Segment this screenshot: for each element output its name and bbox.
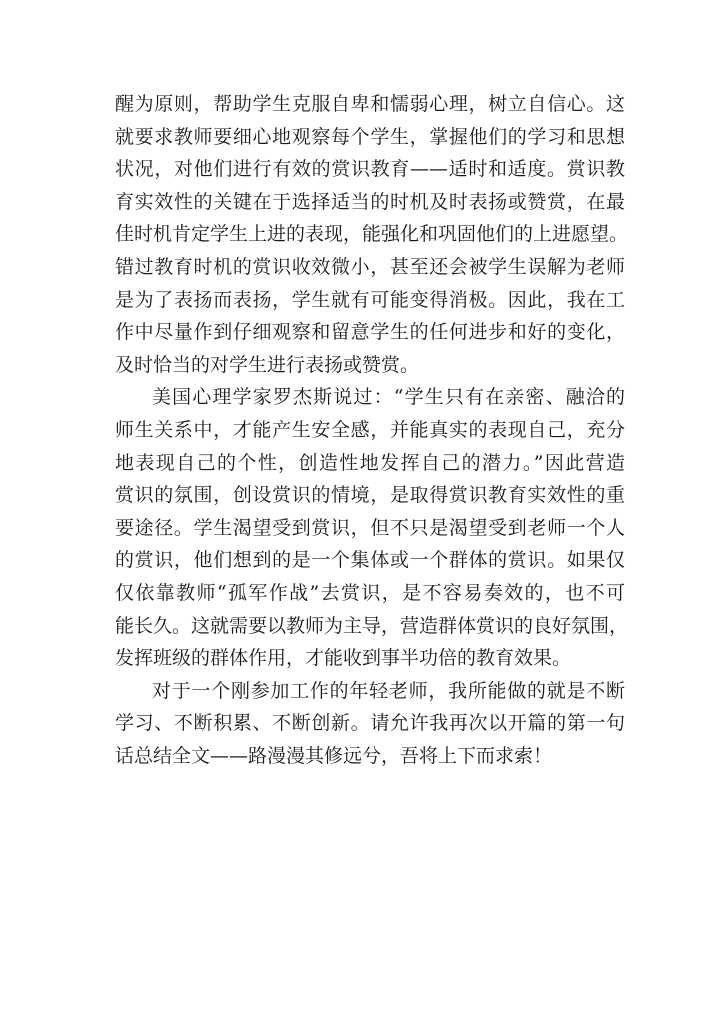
paragraph-line: 话总结全文——路漫漫其修远兮，吾将上下而求索！ bbox=[115, 744, 553, 767]
document-body bbox=[115, 88, 629, 772]
paragraph-1 bbox=[115, 88, 629, 381]
paragraph-line: 赏识的氛围，创设赏识的情境，是取得赏识教育实效性的重 bbox=[115, 484, 625, 507]
paragraph-line: 及时恰当的对学生进行表扬或赞赏。 bbox=[115, 353, 420, 376]
paragraph-line: 师生关系中，才能产生安全感，并能真实的表现自己，充分 bbox=[115, 418, 625, 441]
paragraph-2 bbox=[115, 381, 629, 674]
paragraph-line: 育实效性的关键在于选择适当的时机及时表扬或赞赏，在最 bbox=[115, 190, 625, 213]
paragraph-line: 学习、不断积累、不断创新。请允许我再次以开篇的第一句 bbox=[115, 712, 625, 735]
paragraph-line: 对于一个刚参加工作的年轻老师，我所能做的就是不断 bbox=[152, 679, 625, 702]
paragraph-line: 错过教育时机的赏识收效微小，甚至还会被学生误解为老师 bbox=[115, 255, 625, 278]
paragraph-line: 要途径。学生渴望受到赏识，但不只是渴望受到老师一个人 bbox=[115, 516, 625, 539]
paragraph-line: 美国心理学家罗杰斯说过：“学生只有在亲密、融洽的 bbox=[152, 386, 625, 409]
paragraph-3 bbox=[115, 675, 625, 773]
paragraph-line: 佳时机肯定学生上进的表现，能强化和巩固他们的上进愿望。 bbox=[115, 223, 629, 246]
paragraph-line: 作中尽量作到仔细观察和留意学生的任何进步和好的变化， bbox=[115, 321, 625, 344]
paragraph-line: 能长久。这就需要以教师为主导，营造群体赏识的良好氛围， bbox=[115, 614, 629, 637]
paragraph-line: 发挥班级的群体作用，才能收到事半功倍的教育效果。 bbox=[115, 647, 572, 670]
paragraph-line: 的赏识，他们想到的是一个集体或一个群体的赏识。如果仅 bbox=[115, 549, 625, 572]
paragraph-line: 状况，对他们进行有效的赏识教育——适时和适度。赏识教 bbox=[115, 158, 625, 181]
paragraph-line: 是为了表扬而表扬，学生就有可能变得消极。因此，我在工 bbox=[115, 288, 625, 311]
paragraph-line: 醒为原则，帮助学生克服自卑和懦弱心理，树立自信心。这 bbox=[115, 93, 625, 115]
paragraph-line: 仅依靠教师“孤军作战”去赏识，是不容易奏效的，也不可 bbox=[115, 581, 625, 604]
paragraph-line: 地表现自己的个性，创造性地发挥自己的潜力。”因此营造 bbox=[115, 451, 625, 474]
paragraph-line: 就要求教师要细心地观察每个学生，掌握他们的学习和思想 bbox=[115, 125, 625, 148]
